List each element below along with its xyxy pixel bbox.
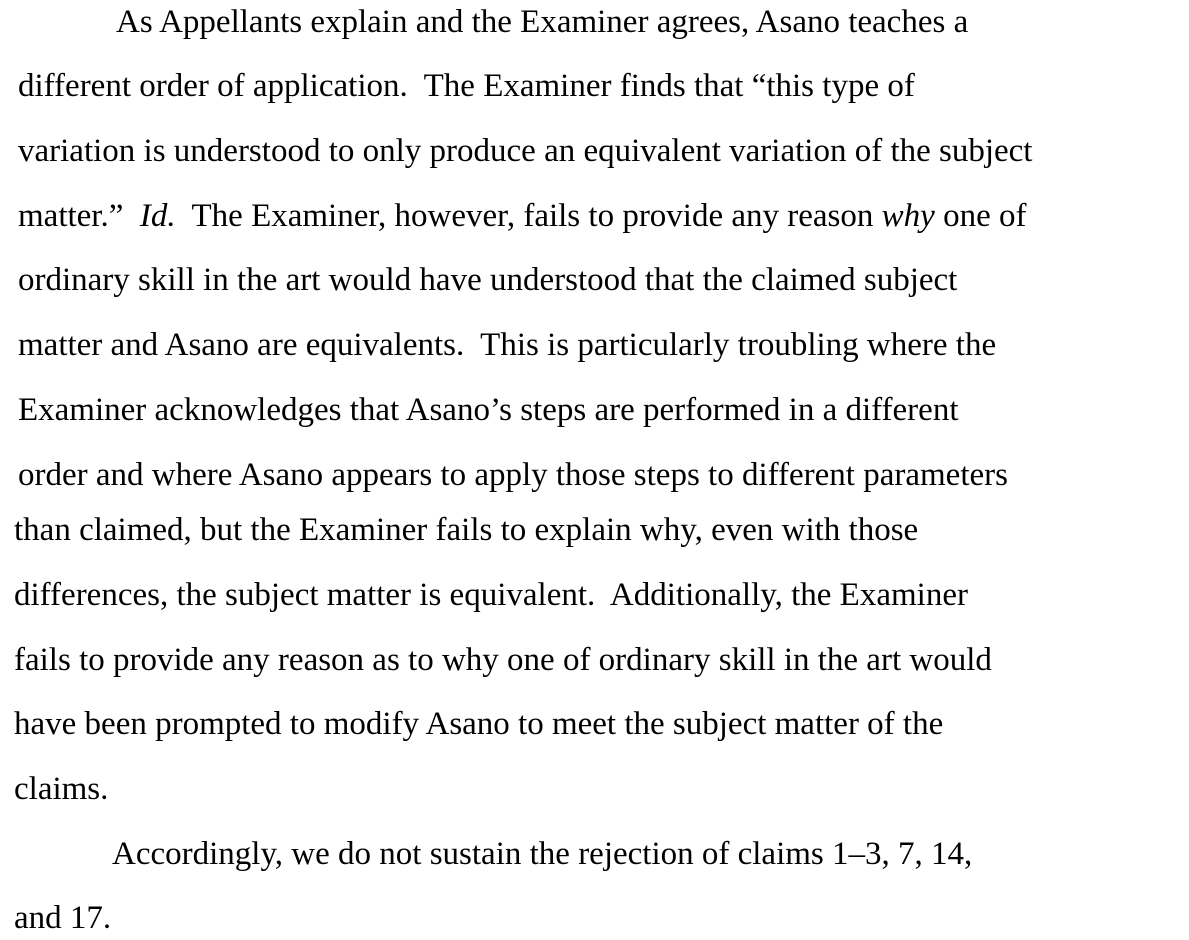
paragraph-1-line-7 (18, 390, 958, 430)
text-span: fails to provide any reason as to why one of ordinary skill in the art would (14, 642, 992, 678)
text-span: claims. (14, 771, 109, 807)
paragraph-2-line-2 (14, 898, 111, 938)
text-span: variation is understood to only produce an equivalent variation of the subject (18, 133, 1033, 169)
text-span: Examiner acknowledges that Asano’s steps are performed in a different (18, 392, 959, 428)
text-span: matter and Asano are equivalents. This is particularly troubling where the (18, 327, 997, 363)
paragraph-1-line-1 (116, 2, 968, 42)
text-span: have been prompted to modify Asano to meet the subject matter of the (14, 706, 944, 742)
text-span: and 17. (14, 900, 112, 936)
text-span: one of (934, 198, 1027, 234)
paragraph-1-line-8 (18, 455, 1008, 495)
paragraph-1-line-10 (14, 575, 968, 615)
paragraph-1-line-5 (18, 260, 957, 300)
paragraph-1-line-9 (14, 510, 918, 550)
emphasis-why-italic: why (881, 198, 935, 234)
text-span: ordinary skill in the art would have understood that the claimed subject (18, 262, 958, 298)
text-span: matter.” (18, 198, 140, 234)
paragraph-1-line-11 (14, 640, 992, 680)
paragraph-1-line-4 (18, 196, 1026, 236)
paragraph-1-line-12 (14, 704, 943, 744)
text-span: order and where Asano appears to apply those steps to different parameters (18, 457, 1008, 493)
paragraph-1-line-3 (18, 131, 1032, 171)
paragraph-1-line-6 (18, 325, 996, 365)
text-span: As Appellants explain and the Examiner agrees, Asano teaches a (116, 4, 969, 40)
citation-id-italic: Id. (139, 198, 176, 234)
text-span: The Examiner, however, fails to provide any reason (175, 198, 882, 234)
text-span: Accordingly, we do not sustain the rejection of claims 1–3, 7, 14, (112, 836, 973, 872)
paragraph-1-line-2 (18, 66, 915, 106)
paragraph-2-line-1 (112, 834, 972, 874)
text-span: differences, the subject matter is equivalent. Additionally, the Examiner (14, 577, 968, 613)
paragraph-1-line-13 (14, 769, 108, 809)
text-span: different order of application. The Examiner finds that “this type of (18, 68, 915, 104)
text-span: than claimed, but the Examiner fails to explain why, even with those (14, 512, 919, 548)
